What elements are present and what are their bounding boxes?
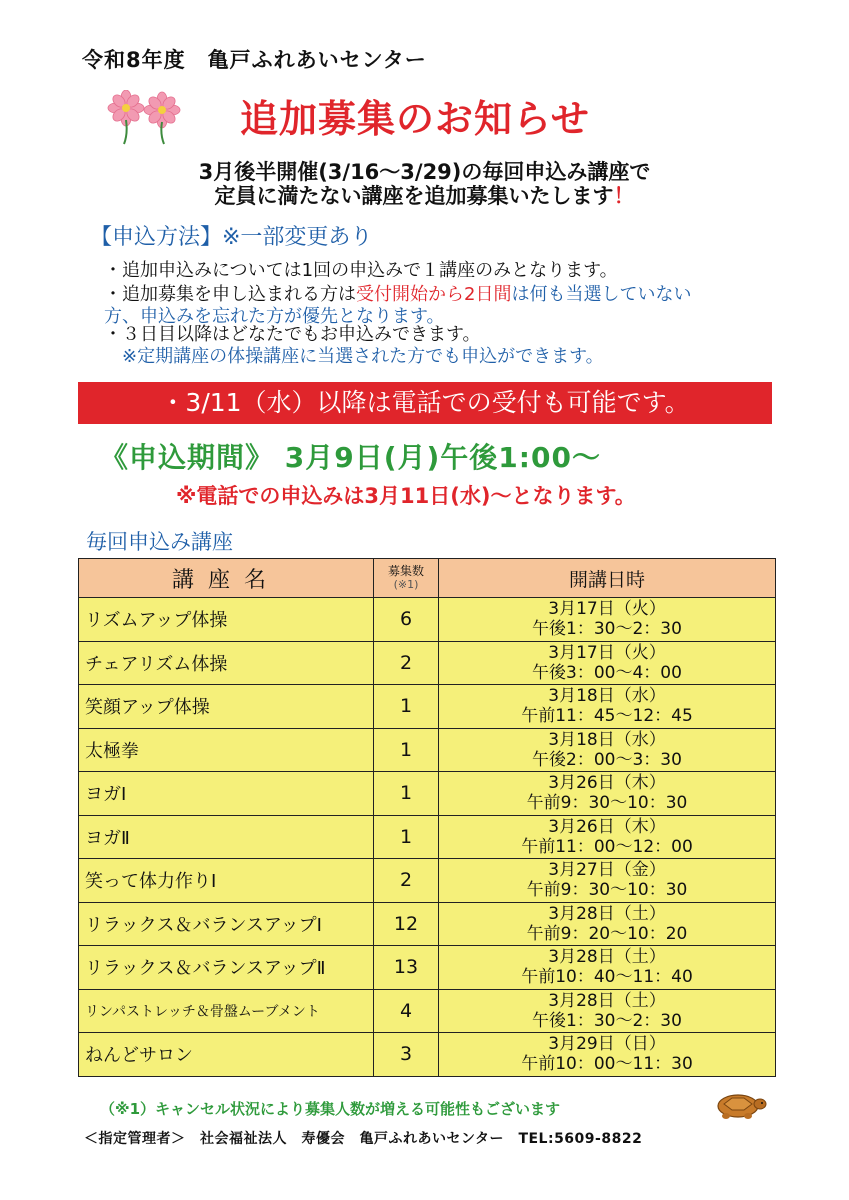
course-name: 笑って体力作りⅠ xyxy=(79,859,374,903)
course-datetime xyxy=(439,641,776,685)
course-time: 午前10：40～11：40 xyxy=(521,967,693,988)
bullet-two xyxy=(104,284,714,328)
intro-line-2 xyxy=(0,180,849,210)
course-capacity: 4 xyxy=(374,989,439,1033)
course-datetime xyxy=(439,859,776,903)
bullet-two-highlight: 受付開始から2日間 xyxy=(356,284,512,305)
course-table xyxy=(78,558,776,1077)
course-datetime xyxy=(439,902,776,946)
course-time: 午前9：30～10：30 xyxy=(526,880,688,901)
course-capacity: 2 xyxy=(374,859,439,903)
course-date: 3月17日（火） xyxy=(548,642,666,663)
header-capacity-label: 募集数 xyxy=(387,564,424,578)
course-name: リラックス＆バランスアップⅠ xyxy=(79,902,374,946)
course-capacity: 3 xyxy=(374,1033,439,1077)
course-name: 太極拳 xyxy=(79,728,374,772)
course-date: 3月29日（日） xyxy=(548,1034,666,1055)
course-name: ヨガⅠ xyxy=(79,772,374,816)
course-capacity: 1 xyxy=(374,685,439,729)
bullet-one: ・追加申込みについては1回の申込みで１講座のみとなります。 xyxy=(104,260,618,281)
table-row xyxy=(79,859,776,903)
section-title: 毎回申込み講座 xyxy=(86,530,233,554)
course-datetime xyxy=(439,598,776,642)
course-name: リラックス＆バランスアップⅡ xyxy=(79,946,374,990)
course-date: 3月28日（土） xyxy=(548,903,666,924)
course-name: リズムアップ体操 xyxy=(79,598,374,642)
course-time: 午前11：00～12：00 xyxy=(521,836,693,857)
course-time: 午後2：00～3：30 xyxy=(532,749,682,770)
turtle-icon xyxy=(712,1086,768,1120)
course-name: ねんどサロン xyxy=(79,1033,374,1077)
course-datetime xyxy=(439,772,776,816)
course-datetime xyxy=(439,946,776,990)
header-title: 令和8年度 亀戸ふれあいセンター xyxy=(82,48,427,72)
course-date: 3月27日（金） xyxy=(548,860,666,881)
bullet-two-c: は何も当選していない方、申込みを忘れた方が優先となります。 xyxy=(104,284,692,327)
course-time: 午後1：30～2：30 xyxy=(532,619,682,640)
table-row xyxy=(79,772,776,816)
course-capacity: 1 xyxy=(374,815,439,859)
course-capacity: 1 xyxy=(374,772,439,816)
header-capacity-note: (※1) xyxy=(393,578,419,591)
course-capacity: 12 xyxy=(374,902,439,946)
bullet-three xyxy=(104,324,604,368)
course-date: 3月26日（木） xyxy=(548,816,666,837)
page-title: 追加募集のお知らせ xyxy=(240,97,590,141)
course-capacity: 1 xyxy=(374,728,439,772)
course-datetime xyxy=(439,685,776,729)
table-row xyxy=(79,685,776,729)
course-time: 午前9：20～10：20 xyxy=(526,923,688,944)
phone-note: ※電話での申込みは3月11日(水)～となります。 xyxy=(176,484,636,508)
course-time: 午前11：45～12：45 xyxy=(521,706,693,727)
course-time: 午後1：30～2：30 xyxy=(532,1010,682,1031)
intro-line-1: 3月後半開催(3/16～3/29)の毎回申込み講座で xyxy=(198,160,651,184)
course-datetime xyxy=(439,728,776,772)
table-row xyxy=(79,989,776,1033)
phone-banner: ・3/11（水）以降は電話での受付も可能です。 xyxy=(78,382,772,424)
intro-exclamation: ！ xyxy=(613,184,635,208)
course-capacity: 2 xyxy=(374,641,439,685)
course-time: 午前10：00～11：30 xyxy=(521,1054,693,1075)
course-datetime xyxy=(439,1033,776,1077)
course-date: 3月18日（水） xyxy=(548,686,666,707)
course-name: リンパストレッチ＆骨盤ムーブメント xyxy=(79,989,374,1033)
course-date: 3月17日（火） xyxy=(548,599,666,620)
table-row xyxy=(79,641,776,685)
course-datetime xyxy=(439,815,776,859)
intro-line-2-text: 定員に満たない講座を追加募集いたします xyxy=(214,184,614,208)
table-row xyxy=(79,1033,776,1077)
course-capacity: 13 xyxy=(374,946,439,990)
course-date: 3月28日（土） xyxy=(548,990,666,1011)
course-capacity: 6 xyxy=(374,598,439,642)
course-date: 3月18日（水） xyxy=(548,729,666,750)
footer-contact: ＜指定管理者＞ 社会福祉法人 寿優会 亀戸ふれあいセンター TEL:5609-8822 xyxy=(84,1131,643,1147)
table-row xyxy=(79,728,776,772)
header-datetime: 開講日時 xyxy=(439,559,776,598)
table-row xyxy=(79,815,776,859)
course-date: 3月28日（土） xyxy=(548,947,666,968)
method-heading: 【申込方法】※一部変更あり xyxy=(90,225,373,250)
course-datetime xyxy=(439,989,776,1033)
course-date: 3月26日（木） xyxy=(548,773,666,794)
bullet-three-note: ※定期講座の体操講座に当選された方でも申込ができます。 xyxy=(122,346,604,367)
course-name: ヨガⅡ xyxy=(79,815,374,859)
course-time: 午後3：00～4：00 xyxy=(532,662,682,683)
course-name: 笑顔アップ体操 xyxy=(79,685,374,729)
table-row xyxy=(79,902,776,946)
bullet-two-a: ・追加募集を申し込まれる方は xyxy=(104,284,356,305)
course-name: チェアリズム体操 xyxy=(79,641,374,685)
footnote: （※1）キャンセル状況により募集人数が増える可能性もございます xyxy=(100,1100,561,1118)
table-row xyxy=(79,598,776,642)
table-row xyxy=(79,946,776,990)
application-period: 《申込期間》 3月9日(月)午後1:00～ xyxy=(100,441,601,474)
flowers-icon xyxy=(104,90,184,146)
table-header-row xyxy=(79,559,776,598)
course-time: 午前9：30～10：30 xyxy=(526,793,688,814)
header-capacity xyxy=(374,559,439,598)
bullet-three-text: ・３日目以降はどなたでもお申込みできます。 xyxy=(104,324,481,345)
header-course-name: 講座名 xyxy=(79,559,374,598)
